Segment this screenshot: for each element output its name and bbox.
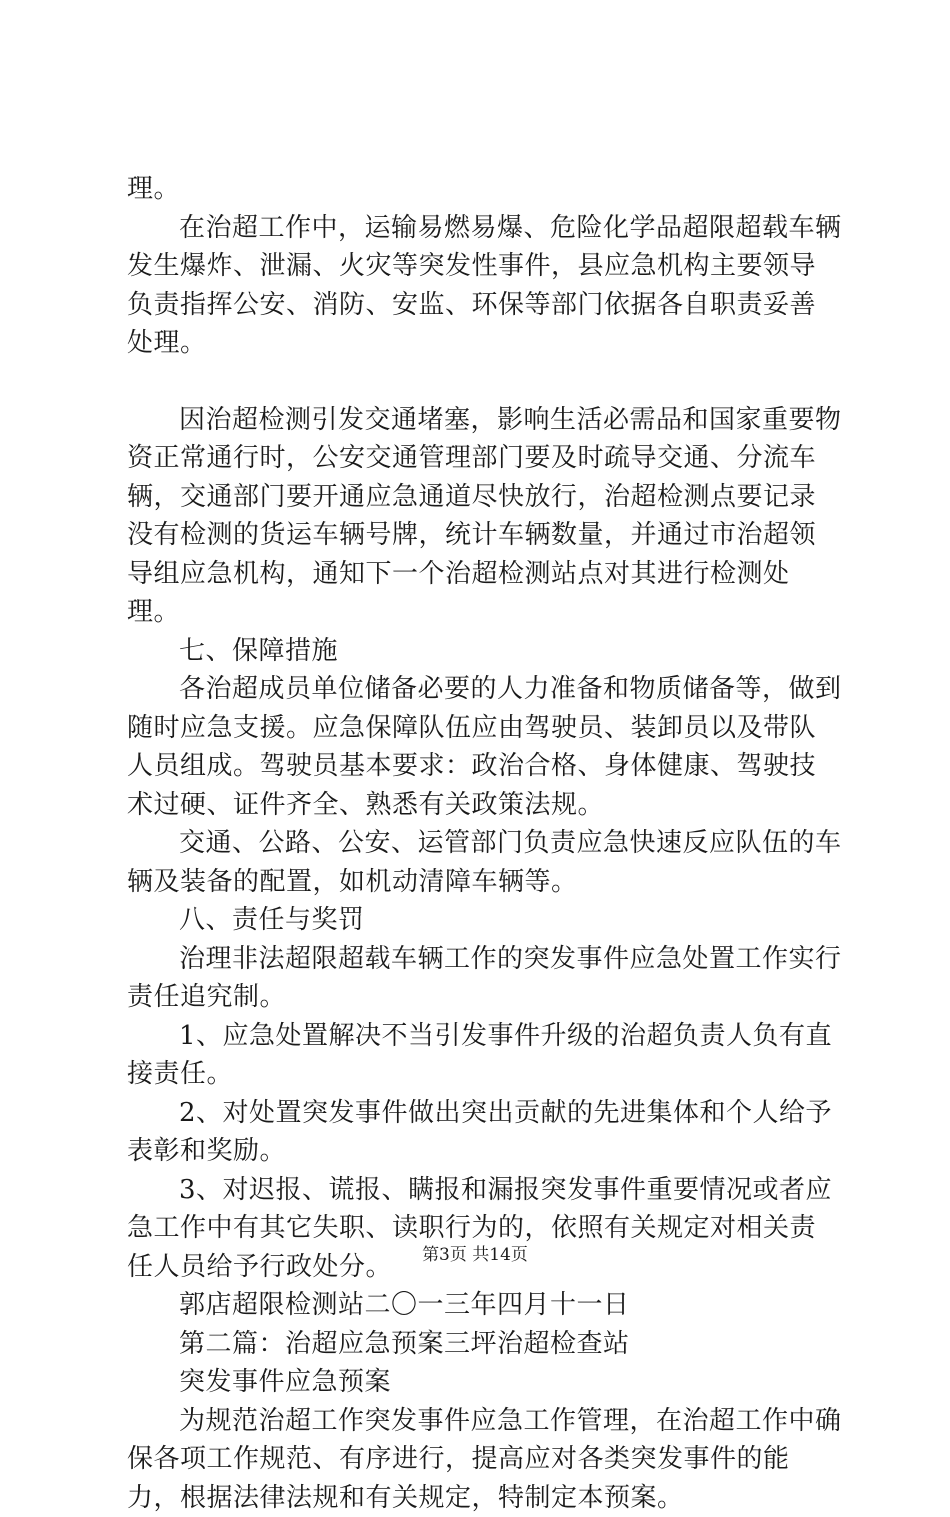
paragraph: 理。 [127,170,842,209]
paragraph: 郭店超限检测站二〇一三年四月十一日 [127,1286,842,1325]
paragraph-gap [127,363,842,401]
paragraph: 第二篇：治超应急预案三坪治超检查站 [127,1325,842,1364]
paragraph: 交通、公路、公安、运管部门负责应急快速反应队伍的车辆及装备的配置，如机动清障车辆等。 [127,824,842,901]
paragraph: 3、对迟报、谎报、瞒报和漏报突发事件重要情况或者应急工作中有其它失职、读职行为的，依照有关规定对相关责任人员给予行政处分。 [127,1171,842,1287]
paragraph: 为规范治超工作突发事件应急工作管理，在治超工作中确保各项工作规范、有序进行，提高应对各类突发事件的能力，根据法律法规和有关规定，特制定本预案。 [127,1402,842,1517]
paragraph: 八、责任与奖罚 [127,901,842,940]
paragraph: 突发事件应急预案 [127,1363,842,1402]
paragraph: 治理非法超限超载车辆工作的突发事件应急处置工作实行责任追究制。 [127,940,842,1017]
paragraph: 各治超成员单位储备必要的人力准备和物质储备等，做到随时应急支援。应急保障队伍应由驾驶员、装卸员以及带队人员组成。驾驶员基本要求：政治合格、身体健康、驾驶技术过硬、证件齐全、熟悉有关政策法规。 [127,670,842,824]
paragraph: 七、保障措施 [127,632,842,671]
paragraph: 1、应急处置解决不当引发事件升级的治超负责人负有直接责任。 [127,1017,842,1094]
paragraph: 2、对处置突发事件做出突出贡献的先进集体和个人给予表彰和奖励。 [127,1094,842,1171]
document-body [127,170,842,1517]
paragraph: 因治超检测引发交通堵塞，影响生活必需品和国家重要物资正常通行时，公安交通管理部门要及时疏导交通、分流车辆，交通部门要开通应急通道尽快放行，治超检测点要记录没有检测的货运车辆号牌，统计车辆数量，并通过市治超领导组应急机构，通知下一个治超检测站点对其进行检测处理。 [127,401,842,632]
paragraph: 在治超工作中，运输易燃易爆、危险化学品超限超载车辆发生爆炸、泄漏、火灾等突发性事件，县应急机构主要领导负责指挥公安、消防、安监、环保等部门依据各自职责妥善处理。 [127,209,842,363]
page-footer: 第3页 共14页 [0,1244,950,1266]
